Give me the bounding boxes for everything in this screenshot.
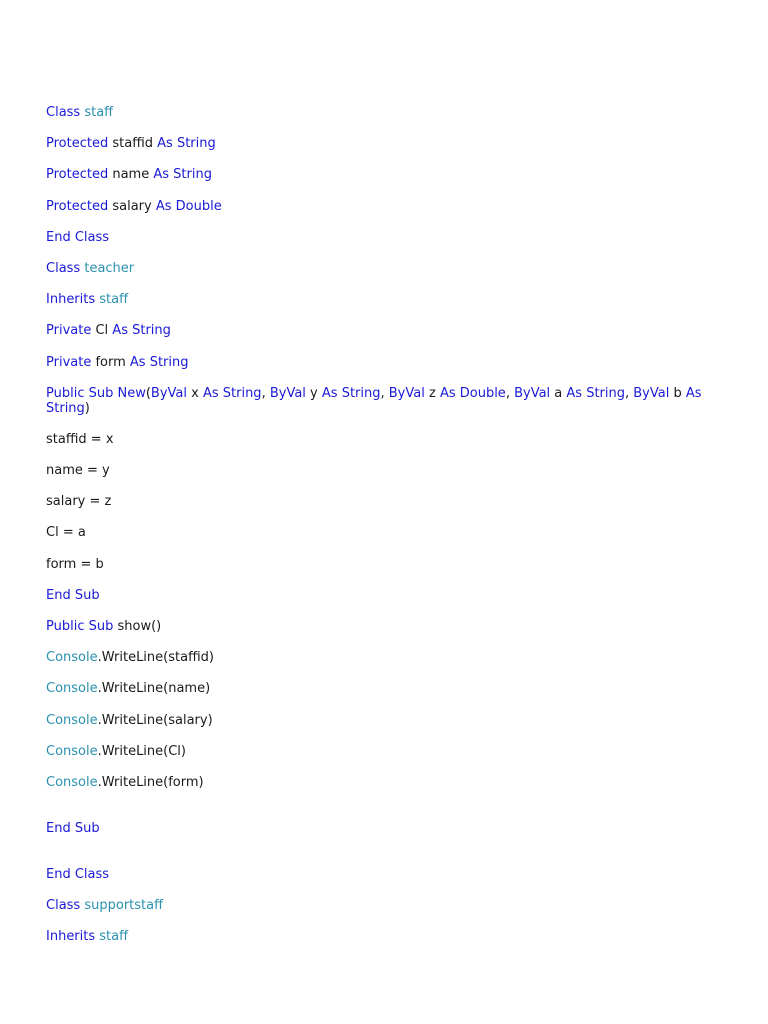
- code-line: [46, 775, 706, 790]
- code-text: salary: [108, 198, 156, 214]
- keyword-token: As String: [153, 167, 212, 183]
- code-line: [46, 167, 706, 182]
- code-text: .WriteLine(name): [97, 681, 211, 697]
- code-text: staffid = x: [46, 431, 114, 447]
- type-token: teacher: [84, 260, 135, 276]
- code-text: ,: [261, 385, 270, 401]
- keyword-token: As Double: [439, 385, 506, 401]
- code-line: [46, 230, 706, 245]
- code-text: show(): [113, 619, 162, 634]
- keyword-token: ByVal: [633, 385, 670, 401]
- keyword-token: As String: [46, 385, 706, 416]
- code-line: [46, 261, 706, 276]
- code-line: [46, 525, 706, 540]
- keyword-token: Public Sub New: [46, 385, 146, 401]
- keyword-token: As String: [112, 323, 171, 339]
- code-line: [46, 713, 706, 728]
- keyword-token: As String: [157, 136, 216, 152]
- keyword-token: Protected: [46, 167, 109, 183]
- code-text: x: [187, 385, 203, 401]
- code-line: [46, 292, 706, 307]
- type-token: supportstaff: [84, 898, 164, 914]
- code-text: staffid: [108, 136, 158, 152]
- code-text: Cl = a: [46, 525, 86, 541]
- keyword-token: Public Sub: [46, 619, 114, 634]
- code-text: ): [84, 400, 90, 416]
- code-text: ,: [505, 385, 515, 401]
- code-line: [46, 821, 706, 836]
- keyword-token: End Class: [46, 866, 110, 882]
- code-line: [46, 650, 706, 665]
- code-line: [46, 898, 706, 913]
- code-line: [46, 463, 706, 478]
- keyword-token: As String: [566, 385, 625, 401]
- type-token: Console: [46, 774, 98, 790]
- keyword-token: As Double: [155, 198, 222, 214]
- code-line: [46, 588, 706, 603]
- code-line: [46, 744, 706, 759]
- code-text: .WriteLine(salary): [97, 712, 213, 728]
- keyword-token: ByVal: [269, 385, 306, 401]
- type-token: Console: [46, 743, 98, 759]
- keyword-token: Private: [46, 323, 92, 339]
- type-token: Console: [46, 712, 98, 728]
- type-token: staff: [99, 292, 129, 308]
- keyword-token: Protected: [46, 136, 109, 152]
- code-text: .WriteLine(staffid): [97, 650, 214, 666]
- type-token: Console: [46, 681, 98, 697]
- code-line: [46, 494, 706, 509]
- code-document: [46, 105, 706, 961]
- code-text: a: [550, 385, 567, 401]
- code-line: [46, 867, 706, 882]
- keyword-token: Class: [46, 898, 81, 914]
- keyword-token: As String: [321, 385, 381, 401]
- keyword-token: ByVal: [150, 385, 187, 401]
- type-token: staff: [84, 105, 114, 120]
- code-text: z: [424, 385, 440, 401]
- keyword-token: Class: [46, 260, 81, 276]
- code-text: salary = z: [46, 494, 112, 510]
- keyword-token: ByVal: [514, 385, 551, 401]
- code-text: ,: [625, 385, 634, 401]
- keyword-token: End Sub: [46, 820, 100, 836]
- type-token: staff: [99, 929, 129, 945]
- keyword-token: Inherits: [46, 929, 96, 945]
- code-text: form = b: [46, 556, 104, 572]
- keyword-token: As String: [202, 385, 262, 401]
- code-line: [46, 199, 706, 214]
- keyword-token: Private: [46, 354, 92, 370]
- code-text: .WriteLine(form): [97, 774, 204, 790]
- code-line: [46, 323, 706, 338]
- code-text: (: [145, 385, 151, 401]
- code-text: y: [305, 385, 322, 401]
- code-line: [46, 105, 706, 120]
- keyword-token: As String: [129, 354, 189, 370]
- code-text: name: [108, 167, 154, 183]
- keyword-token: Inherits: [46, 292, 96, 308]
- keyword-token: Class: [46, 105, 81, 120]
- code-text: Cl: [91, 323, 113, 339]
- code-line: [46, 432, 706, 447]
- code-text: form: [91, 354, 130, 370]
- code-text: b: [669, 385, 686, 401]
- keyword-token: End Class: [46, 229, 110, 245]
- code-line: [46, 929, 706, 944]
- code-line: [46, 557, 706, 572]
- code-line: [46, 386, 706, 416]
- code-line: [46, 136, 706, 151]
- type-token: Console: [46, 650, 98, 666]
- keyword-token: ByVal: [388, 385, 425, 401]
- code-line: [46, 355, 706, 370]
- code-text: ,: [380, 385, 389, 401]
- code-line: [46, 619, 706, 634]
- code-line: [46, 681, 706, 696]
- keyword-token: Protected: [46, 198, 109, 214]
- keyword-token: End Sub: [46, 587, 100, 603]
- code-text: name = y: [46, 463, 110, 479]
- code-text: .WriteLine(Cl): [97, 743, 186, 759]
